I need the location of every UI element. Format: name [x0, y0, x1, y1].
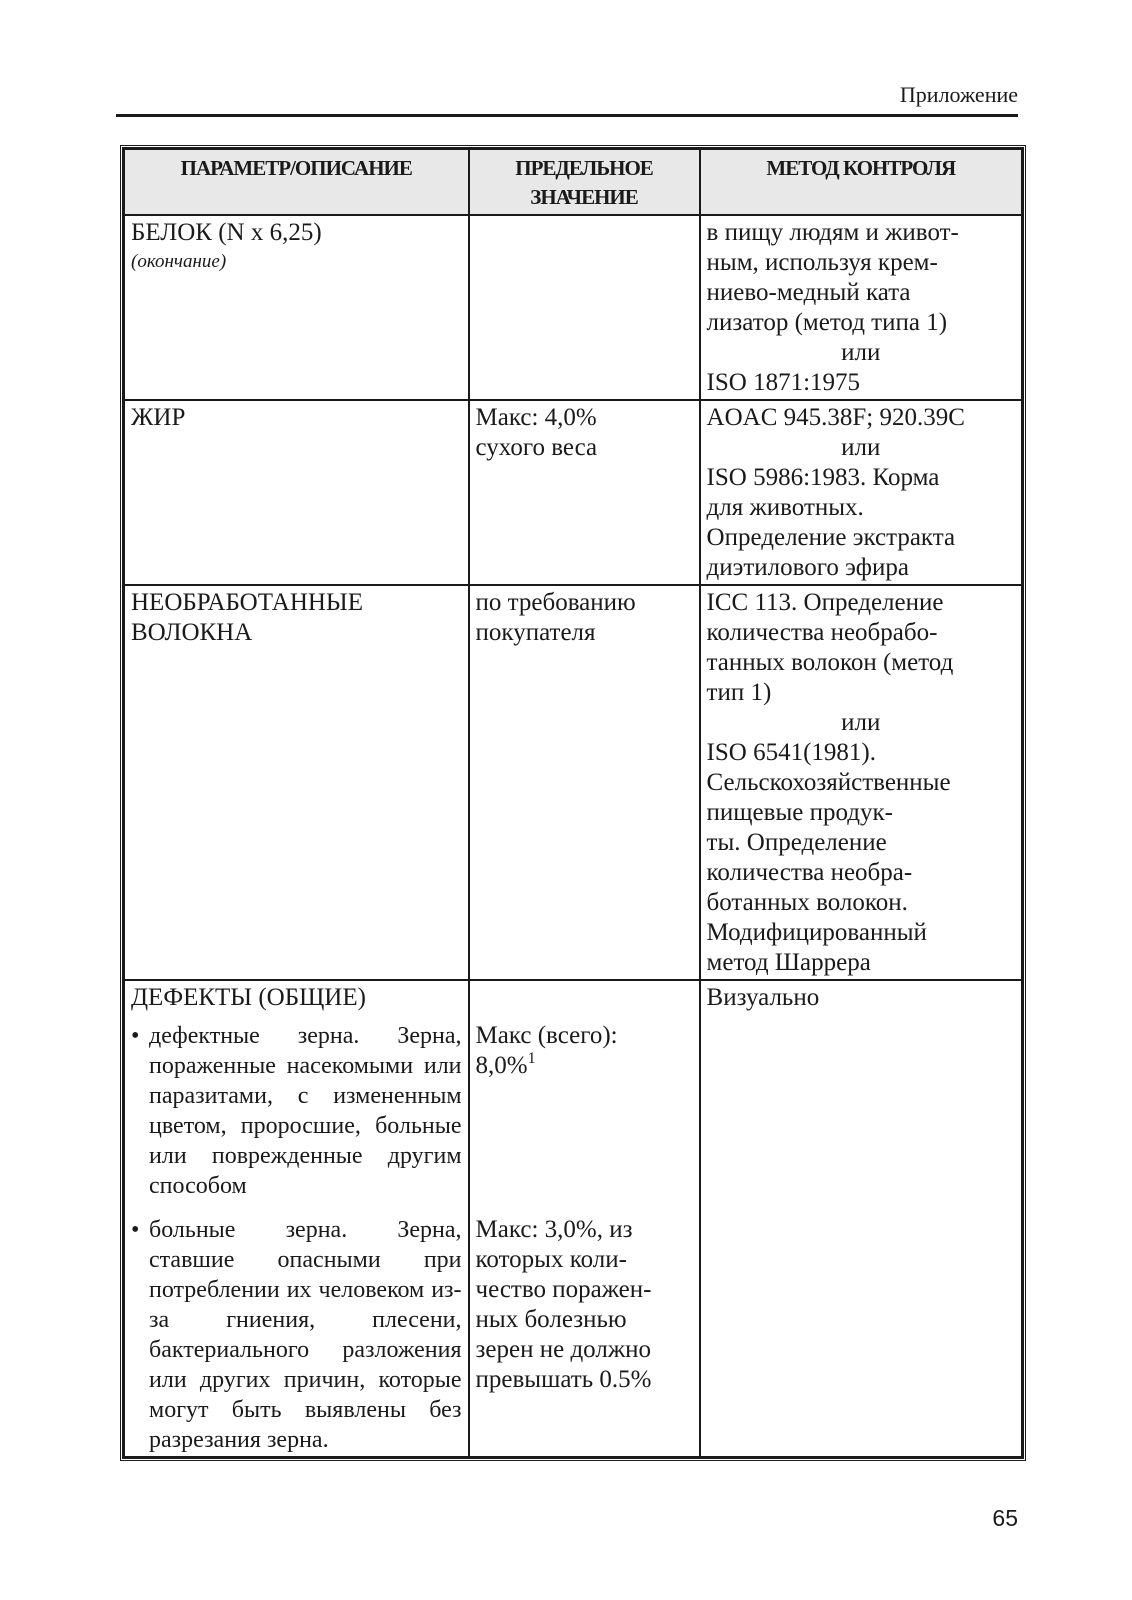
method-line: танных волокон (метод [706, 649, 954, 676]
method-line: Определение экстракта [706, 524, 956, 551]
method-line: для животных. [706, 494, 864, 521]
param-cell [124, 585, 469, 980]
limit-line: Макс: 3,0%, из [475, 1216, 633, 1243]
method-line: или [841, 339, 881, 366]
limit-line: превышать 0.5% [475, 1366, 652, 1393]
spec-table [120, 145, 1026, 1461]
method-line: метод Шаррера [706, 949, 871, 976]
method-line: Визуально [706, 984, 820, 1011]
limit-cell [469, 400, 700, 585]
method-line: ICC 113. Определение [706, 589, 944, 616]
limit-cell [469, 1019, 700, 1213]
method-line: ным, используя крем- [706, 249, 938, 276]
method-line: ботанных волокон. [706, 889, 908, 916]
bullet-icon: • [131, 1023, 140, 1049]
limit-cell [469, 585, 700, 980]
list-item [131, 1215, 462, 1455]
method-cell [700, 585, 1022, 980]
param-cell [124, 980, 469, 1019]
limit-line: покупателя [475, 619, 596, 646]
limit-line: которых коли- [475, 1246, 627, 1273]
table-row [124, 585, 1022, 980]
method-line: ISO 1871:1975 [706, 369, 861, 396]
param-name: ВОЛОКНА [131, 619, 253, 646]
method-line: ISO 5986:1983. Корма [706, 464, 940, 491]
header-rule [116, 114, 1018, 117]
method-line: пищевые продук- [706, 799, 893, 826]
list-item [131, 1021, 462, 1201]
defect-item-cell [124, 1213, 469, 1457]
method-line: Модифицированный [706, 919, 927, 946]
table-header-row [124, 149, 1022, 215]
method-line: в пищу людям и живот- [706, 219, 959, 246]
column-header-limit-label: ПРЕДЕЛЬНОЕ ЗНАЧЕНИЕ [515, 156, 653, 209]
method-line: ниево-медный ката [706, 279, 911, 306]
column-header-method: МЕТОД КОНТРОЛЯ [700, 149, 1022, 215]
table-row [124, 980, 1022, 1019]
limit-line: сухого веса [475, 434, 598, 461]
limit-line: по требованию [475, 589, 636, 616]
limit-line: Макс (всего): [475, 1022, 618, 1049]
limit-line: ных болезнью [475, 1306, 627, 1333]
limit-line: Макс: 4,0% [475, 404, 597, 431]
method-cell [700, 400, 1022, 585]
page-number: 65 [992, 1505, 1018, 1531]
running-title: Приложение [899, 82, 1018, 107]
param-cell [124, 215, 469, 400]
method-cell [700, 980, 1022, 1457]
param-name: НЕОБРАБОТАННЫЕ [131, 589, 363, 616]
table-row [124, 215, 1022, 400]
method-line: или [841, 434, 881, 461]
table-row [124, 400, 1022, 585]
column-header-parameter: ПАРАМЕТР/ОПИСАНИЕ [124, 149, 469, 215]
method-line: тип 1) [706, 679, 772, 706]
param-name: ЖИР [131, 404, 186, 431]
method-line: ты. Определение [706, 829, 887, 856]
defect-item-cell [124, 1019, 469, 1213]
method-line: AOAC 945.38F; 920.39C [706, 404, 965, 431]
param-name: ДЕФЕКТЫ (ОБЩИЕ) [131, 984, 366, 1011]
limit-value: 8,0% [475, 1052, 528, 1079]
bullet-icon: • [131, 1217, 140, 1243]
param-name: БЕЛОК (N x 6,25) [131, 219, 322, 246]
defect-description: дефектные зерна. Зерна, пораженные насекомыми или паразитами, с измененным цветом, проросшие, больные или поврежденные другим способом [149, 1023, 462, 1199]
param-cell [124, 400, 469, 585]
method-line: лизатор (метод типа 1) [706, 309, 948, 336]
method-cell [700, 215, 1022, 400]
column-header-limit [469, 149, 700, 215]
limit-line [476, 1051, 693, 1081]
method-line: или [841, 709, 881, 736]
limit-cell [469, 215, 700, 400]
defect-description: больные зерна. Зерна, ставшие опасными при потреблении их человеком из-за гниения, плесени, бактериального разложения или других причин, которые могут быть выявлены без разрезания зерна. [149, 1217, 462, 1453]
limit-cell [469, 1213, 700, 1457]
param-note: (окончание) [131, 251, 227, 272]
method-line: количества необрабо- [706, 619, 938, 646]
method-line: количества необра- [706, 859, 913, 886]
method-line: ISO 6541(1981). [706, 739, 876, 766]
method-line: Сельскохозяйственные [706, 769, 951, 796]
limit-cell [469, 980, 700, 1019]
limit-line: зерен не должно [475, 1336, 651, 1363]
method-line: диэтилового эфира [706, 554, 909, 581]
footnote-marker: 1 [527, 1050, 536, 1067]
limit-line: чество поражен- [475, 1276, 652, 1303]
